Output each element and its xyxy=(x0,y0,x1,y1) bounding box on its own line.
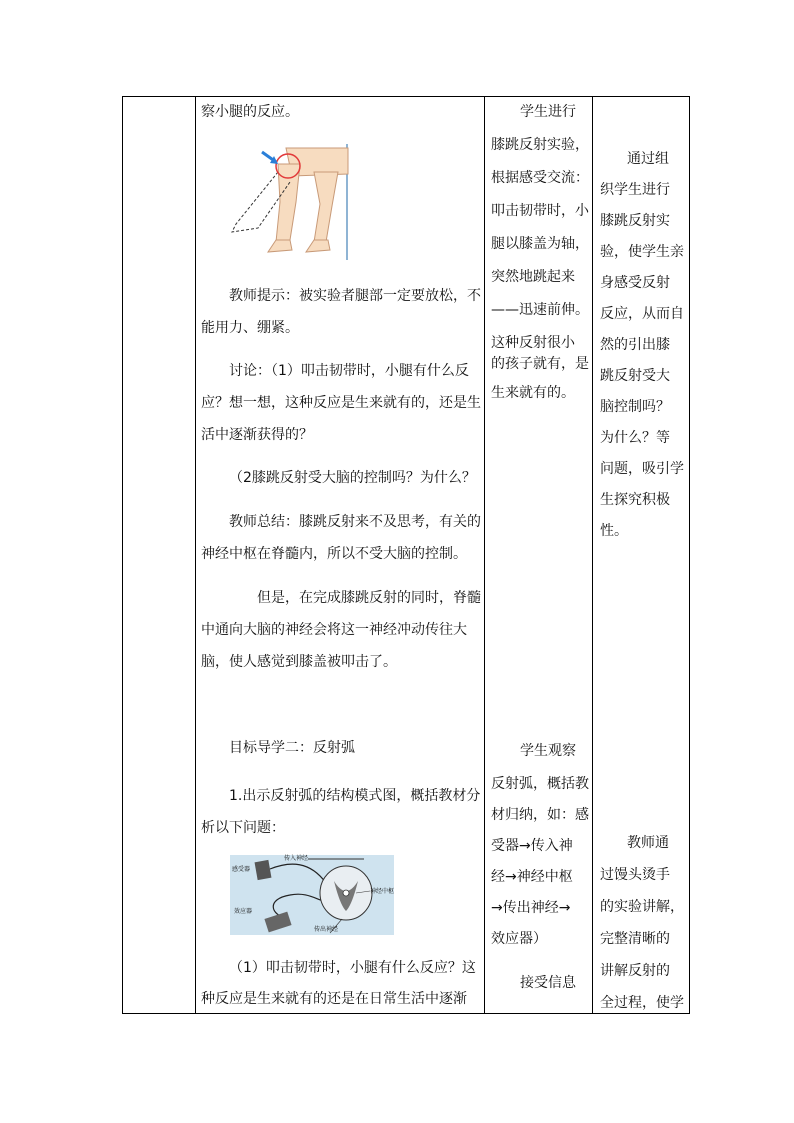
col-divider-1 xyxy=(195,96,196,1014)
label-receptor: 感受器 xyxy=(232,866,251,873)
col3-b-0: 学生观察 xyxy=(520,743,576,759)
col4-b-0: 教师通 xyxy=(627,835,669,851)
col4-a-11: 生探究积极 xyxy=(600,492,670,508)
col3-a-9: 生来就有的。 xyxy=(491,385,575,401)
col2-hint2: 能用力、绷紧。 xyxy=(201,320,299,336)
col3-a-4: 腿以膝盖为轴， xyxy=(491,236,589,252)
col2-q1a: （1）叩击韧带时，小腿有什么反应？这 xyxy=(229,960,476,976)
col4-a-8: 脑控制吗？ xyxy=(600,399,670,415)
col4-b-1: 过馒头烫手 xyxy=(600,867,670,883)
col3-a-0: 学生进行 xyxy=(520,104,576,120)
label-effector: 效应器 xyxy=(234,908,253,915)
col-divider-3 xyxy=(592,96,593,1014)
col3-a-6: ——迅速前伸。 xyxy=(491,302,589,318)
label-nerve-center: 神经中枢 xyxy=(370,888,395,895)
col4-a-0: 通过组 xyxy=(627,151,669,167)
col2-hint1: 教师提示：被实验者腿部一定要放松，不 xyxy=(229,288,481,304)
col3-b-4: 经→神经中枢 xyxy=(491,869,573,885)
col4-a-2: 膝跳反射实 xyxy=(600,213,670,229)
col3-b-1: 反射弧，概括教 xyxy=(491,776,589,792)
col4-a-4: 身感受反射 xyxy=(600,275,670,291)
col4-a-5: 反应，从而自 xyxy=(600,306,684,322)
col2-sum2: 神经中枢在脊髓内，所以不受大脑的控制。 xyxy=(201,546,467,562)
col3-a-7: 这种反射很小 xyxy=(491,335,575,351)
col4-b-5: 全过程，使学 xyxy=(600,995,684,1011)
col4-b-3: 完整清晰的 xyxy=(600,931,670,947)
col3-b-3: 受器→传入神 xyxy=(491,838,573,854)
col4-a-1: 织学生进行 xyxy=(600,182,670,198)
col3-a-3: 叩击韧带时，小 xyxy=(491,203,589,219)
col4-a-12: 性。 xyxy=(600,523,628,539)
col2-disc3: 活中逐渐获得的？ xyxy=(201,427,313,443)
col4-a-10: 问题，吸引学 xyxy=(600,461,684,477)
col4-b-4: 讲解反射的 xyxy=(600,963,670,979)
col2-but1: 但是，在完成膝跳反射的同时，脊髓 xyxy=(257,590,481,606)
col2-q2: （2膝跳反射受大脑的控制吗？为什么？ xyxy=(229,470,476,486)
label-efferent-nerve: 传出神经 xyxy=(314,926,339,933)
col3-c: 接受信息 xyxy=(520,975,576,991)
col2-step1a: 1.出示反射弧的结构模式图，概括教材分 xyxy=(229,788,481,804)
col-divider-2 xyxy=(484,96,485,1014)
col4-a-6: 然的引出膝 xyxy=(600,337,670,353)
col4-a-7: 跳反射受大 xyxy=(600,368,670,384)
col2-line0: 察小腿的反应。 xyxy=(201,104,299,120)
col4-b-2: 的实验讲解， xyxy=(600,899,684,915)
col2-goal: 目标导学二：反射弧 xyxy=(229,740,355,756)
col3-a-2: 根据感受交流： xyxy=(491,170,589,186)
col3-b-5: →传出神经→ xyxy=(491,900,571,916)
col2-sum1: 教师总结：膝跳反射来不及思考，有关的 xyxy=(229,514,481,530)
col2-but2: 中通向大脑的神经会将这一神经冲动传往大 xyxy=(201,622,467,638)
col3-a-8: 的孩子就有，是 xyxy=(491,356,589,372)
reflex-arc-diagram xyxy=(230,855,394,935)
col4-a-9: 为什么？等 xyxy=(600,430,670,446)
col2-disc2: 应？想一想，这种反应是生来就有的，还是生 xyxy=(201,395,481,411)
col2-disc1: 讨论：（1）叩击韧带时，小腿有什么反 xyxy=(229,363,469,379)
col2-but3: 脑，使人感觉到膝盖被叩击了。 xyxy=(201,654,397,670)
col3-a-5: 突然地跳起来 xyxy=(491,269,575,285)
col4-a-3: 验，使学生亲 xyxy=(600,244,684,260)
col2-q1b: 种反应是生来就有的还是在日常生活中逐渐 xyxy=(201,991,467,1007)
label-afferent-nerve: 传入神经 xyxy=(284,855,309,862)
col3-b-6: 效应器） xyxy=(491,931,547,947)
col2-step1b: 析以下问题： xyxy=(201,820,285,836)
knee-reflex-figure xyxy=(228,142,358,262)
col3-a-1: 膝跳反射实验， xyxy=(491,137,589,153)
col3-b-2: 材归纳，如：感 xyxy=(491,807,589,823)
